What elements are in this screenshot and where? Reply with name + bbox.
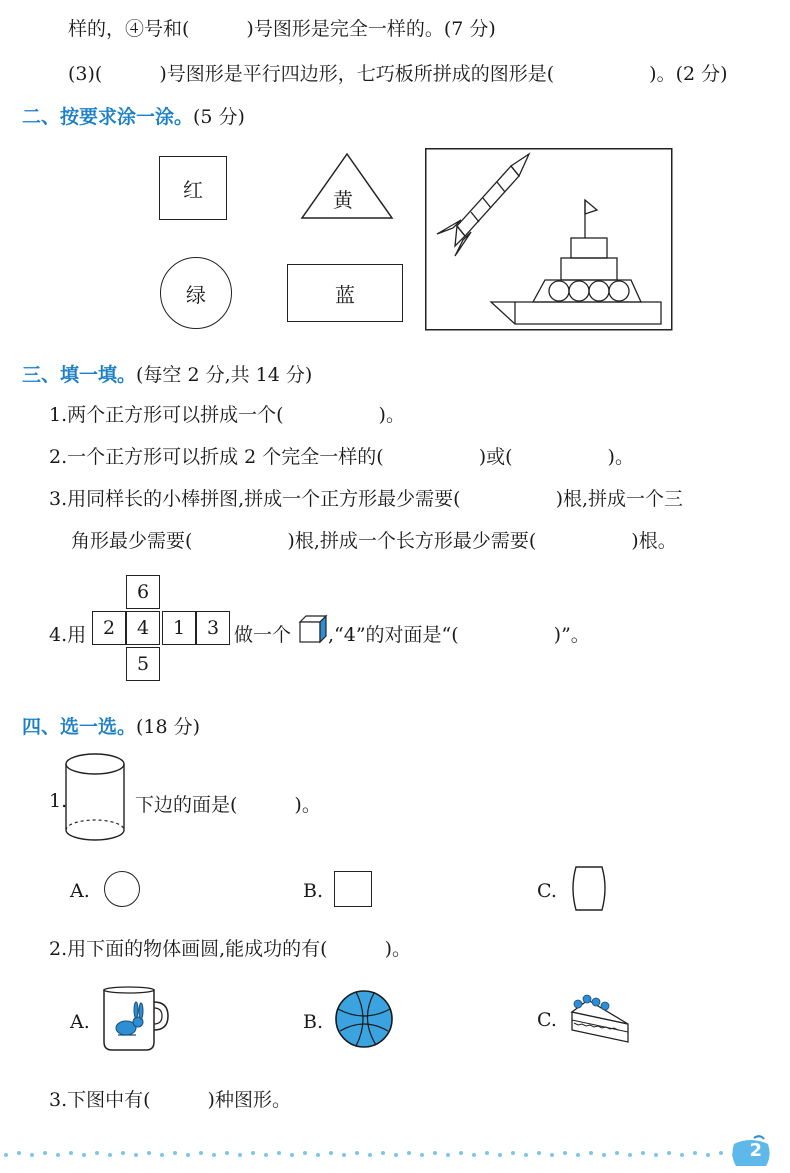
footer-dot <box>303 1151 307 1155</box>
q1-option-b-label[interactable]: B. <box>303 880 324 902</box>
footer-dot <box>43 1151 47 1155</box>
footer-dot <box>498 1153 502 1157</box>
footer-dot <box>667 1151 671 1155</box>
q2-option-a-label[interactable]: A. <box>70 1011 90 1033</box>
question-3-4-mid: 做一个 <box>234 624 292 646</box>
footer-dot-border <box>0 1150 740 1158</box>
page-number: 2 <box>749 1140 762 1161</box>
net-cell-left: 2 <box>92 611 126 645</box>
footer-dot <box>199 1151 203 1155</box>
footer-dot <box>511 1151 515 1155</box>
question-3-1: 1.两个正方形可以拼成一个( )。 <box>49 404 405 426</box>
basketball-icon[interactable] <box>334 989 394 1049</box>
footer-dot <box>446 1153 450 1157</box>
footer-dot <box>212 1153 216 1157</box>
footer-dot <box>563 1151 567 1155</box>
cylinder-figure <box>64 752 128 844</box>
q1-option-c-shape[interactable] <box>570 864 610 914</box>
footer-dot <box>290 1153 294 1157</box>
question-4-3: 3.下图中有( )种图形。 <box>49 1089 291 1111</box>
net-cell-top: 6 <box>126 575 160 609</box>
footer-dot <box>56 1153 60 1157</box>
footer-dot <box>589 1151 593 1155</box>
q2-option-b-label[interactable]: B. <box>303 1011 324 1033</box>
footer-dot <box>329 1151 333 1155</box>
footer-dot <box>680 1153 684 1157</box>
section-4-title: 四、选一选。 <box>22 716 137 738</box>
footer-dot <box>108 1153 112 1157</box>
section-3-points: (每空 2 分,共 14 分) <box>136 364 313 386</box>
footer-dot <box>69 1151 73 1155</box>
section-4-heading <box>22 712 200 739</box>
footer-dot <box>238 1153 242 1157</box>
footer-dot <box>706 1153 710 1157</box>
footer-dot <box>433 1151 437 1155</box>
mug-icon[interactable] <box>100 986 172 1054</box>
footer-dot <box>4 1153 8 1157</box>
footer-dot <box>251 1151 255 1155</box>
footer-dot <box>121 1151 125 1155</box>
question-3-3-line1: 3.用同样长的小棒拼图,拼成一个正方形最少需要( )根,拼成一个三 <box>49 488 684 510</box>
footer-dot <box>134 1153 138 1157</box>
net-cell-right-1: 1 <box>162 611 196 645</box>
section-2-points: (5 分) <box>193 106 245 128</box>
footer-dot <box>654 1153 658 1157</box>
q1-option-c-label[interactable]: C. <box>537 880 557 902</box>
footer-dot <box>420 1153 424 1157</box>
footer-dot <box>95 1151 99 1155</box>
footer-dot <box>628 1153 632 1157</box>
circle-label: 绿 <box>186 282 206 307</box>
question-4-2: 2.用下面的物体画圆,能成功的有( )。 <box>49 938 411 960</box>
square-shape[interactable] <box>159 156 227 220</box>
footer-dot <box>147 1151 151 1155</box>
net-cell-bottom: 5 <box>126 647 160 681</box>
question-3-4-suffix: ,“4”的对面是“( )”。 <box>328 624 590 646</box>
q1-option-a-circle[interactable] <box>104 871 140 907</box>
question-3-3-line2: 角形最少需要( )根,拼成一个长方形最少需要( )根。 <box>71 530 677 552</box>
q1-option-b-square[interactable] <box>334 871 372 907</box>
footer-dot <box>186 1153 190 1157</box>
footer-dot <box>394 1153 398 1157</box>
question-4-1-number: 1. <box>49 790 68 812</box>
triangle-label: 黄 <box>333 188 353 212</box>
question-3-4-prefix: 4.用 <box>49 624 87 646</box>
question-line-3: (3)( )号图形是平行四边形，七巧板所拼成的图形是( )。(2 分) <box>68 63 728 85</box>
section-3-heading <box>22 360 312 387</box>
square-label: 红 <box>183 177 203 202</box>
footer-dot <box>641 1151 645 1155</box>
question-line-continued: 样的，④号和( )号图形是完全一样的。(7 分) <box>68 18 496 40</box>
footer-dot <box>225 1151 229 1155</box>
question-4-1-text: 下边的面是( )。 <box>135 794 321 816</box>
cake-slice-icon[interactable] <box>568 990 636 1046</box>
section-4-points: (18 分) <box>136 716 201 738</box>
net-cell-center: 4 <box>126 611 160 645</box>
cube-icon <box>298 614 328 644</box>
footer-dot <box>407 1151 411 1155</box>
footer-dot <box>368 1153 372 1157</box>
footer-dot <box>82 1153 86 1157</box>
footer-dot <box>537 1151 541 1155</box>
q2-option-c-label[interactable]: C. <box>537 1009 557 1031</box>
footer-dot <box>355 1151 359 1155</box>
footer-dot <box>459 1151 463 1155</box>
section-2-heading <box>22 102 245 129</box>
footer-dot <box>173 1151 177 1155</box>
rectangle-label: 蓝 <box>335 282 355 307</box>
rocket-ship-picture[interactable] <box>425 148 673 332</box>
footer-dot <box>277 1151 281 1155</box>
footer-dot <box>615 1151 619 1155</box>
net-cell-right-2: 3 <box>196 611 230 645</box>
footer-dot <box>30 1153 34 1157</box>
footer-dot <box>264 1153 268 1157</box>
rectangle-shape[interactable] <box>287 264 403 322</box>
footer-dot <box>160 1153 164 1157</box>
question-3-2: 2.一个正方形可以折成 2 个完全一样的( )或( )。 <box>49 446 634 468</box>
footer-dot <box>550 1153 554 1157</box>
footer-dot <box>316 1153 320 1157</box>
circle-shape[interactable] <box>160 257 232 329</box>
q1-option-a-label[interactable]: A. <box>70 880 90 902</box>
section-3-title: 三、填一填。 <box>22 364 137 386</box>
section-2-title: 二、按要求涂一涂。 <box>22 106 194 128</box>
footer-dot <box>576 1153 580 1157</box>
footer-dot <box>342 1153 346 1157</box>
footer-dot <box>602 1153 606 1157</box>
footer-dot <box>472 1153 476 1157</box>
footer-dot <box>693 1151 697 1155</box>
footer-dot <box>17 1151 21 1155</box>
footer-dot <box>719 1151 723 1155</box>
footer-dot <box>485 1151 489 1155</box>
footer-dot <box>524 1153 528 1157</box>
footer-dot <box>381 1151 385 1155</box>
